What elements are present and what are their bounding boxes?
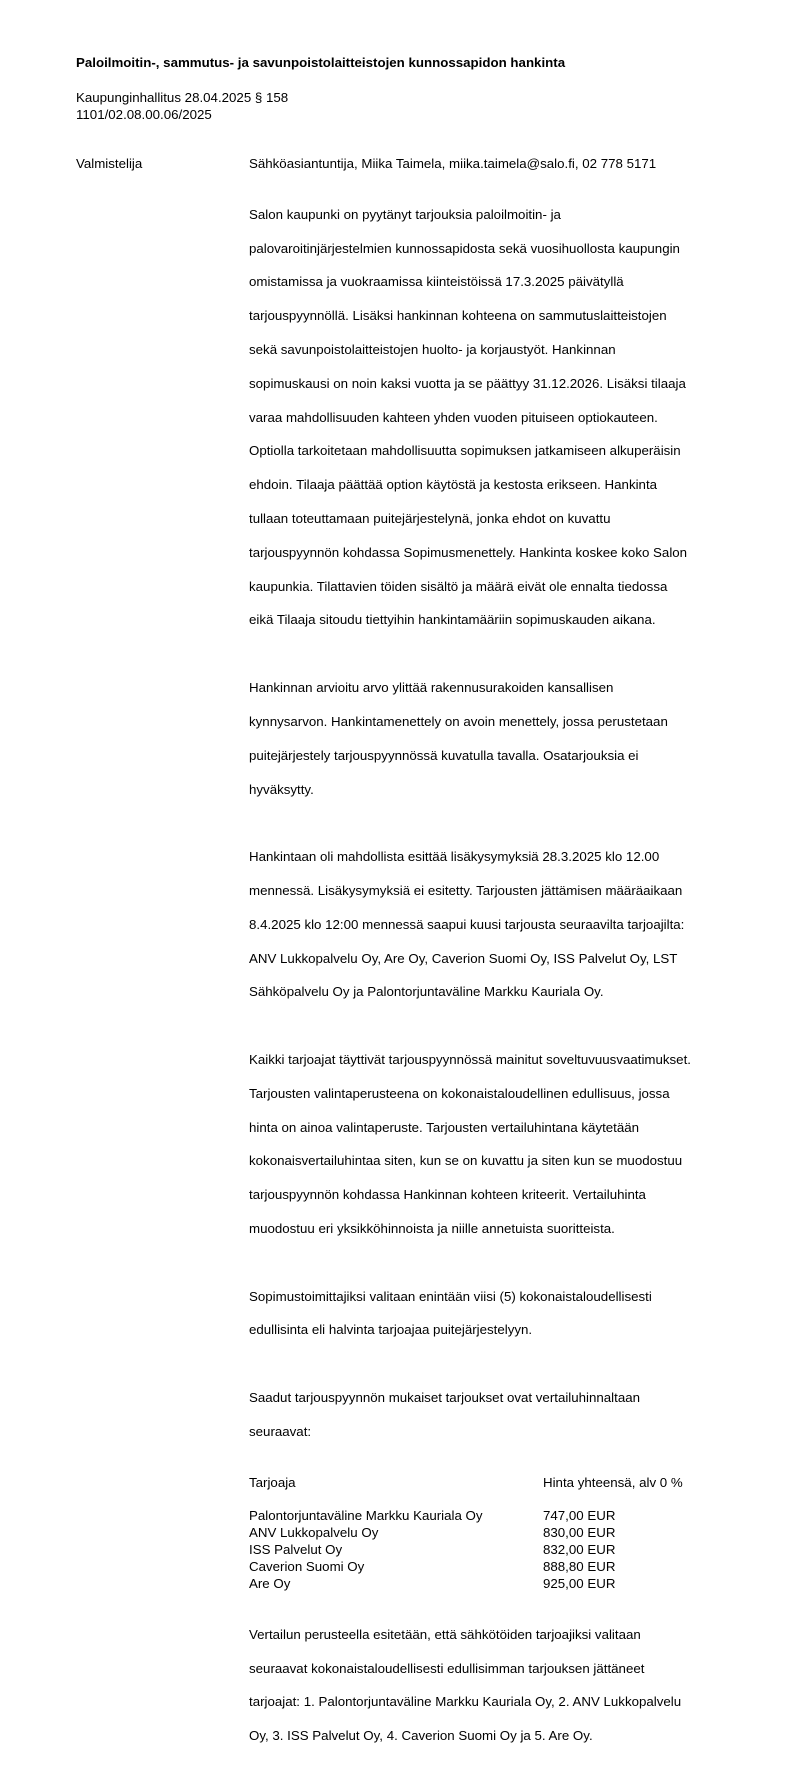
header-bidder: Tarjoaja [249, 1474, 296, 1490]
paragraph-1 [249, 190, 744, 646]
table-row [249, 1576, 683, 1593]
text-line: tarjouspyynnön kohdassa Sopimusmenettely. Hankinta koskee koko Salon [249, 544, 688, 560]
preparer-label: Valmistelija [76, 156, 143, 171]
text-line: mennessä. Lisäkysymyksiä ei esitetty. Tarjousten jättämisen määräaikaan [249, 882, 683, 898]
text-line: ANV Lukkopalvelu Oy, Are Oy, Caverion Suomi Oy, ISS Palvelut Oy, LST [249, 950, 678, 966]
text-line: seuraavat kokonaistaloudellisesti edullisimman tarjouksen jättäneet [249, 1660, 645, 1676]
text-line: omistamissa ja vuokraamissa kiinteistöissä 17.3.2025 päivätyllä [249, 274, 624, 290]
text-line: 8.4.2025 klo 12:00 mennessä saapui kuusi tarjousta seuraavilta tarjoajilta: [249, 916, 685, 932]
text-line: Sopimustoimittajiksi valitaan enintään viisi (5) kokonaistaloudellisesti [249, 1288, 652, 1304]
table-row [249, 1525, 683, 1542]
paragraph-2 [249, 663, 744, 815]
bid-price: 888,80 EUR [543, 1559, 616, 1575]
header-price: Hinta yhteensä, alv 0 % [543, 1474, 683, 1490]
text-line: Saadut tarjouspyynnön mukaiset tarjoukset ovat vertailuhinnaltaan [249, 1390, 641, 1406]
text-line: varaa mahdollisuuden kahteen yhden vuoden pituiseen optiokauteen. [249, 409, 658, 425]
paragraph-6 [249, 1373, 744, 1458]
paragraph-3 [249, 832, 744, 1018]
text-line: kaupunkia. Tilattavien töiden sisältö ja määrä eivät ole ennalta tiedossa [249, 578, 668, 594]
text-line: kokonaisvertailuhintaa siten, kun se on kuvattu ja siten kun se muodostuu [249, 1153, 683, 1169]
bid-price: 830,00 EUR [543, 1525, 616, 1541]
table-header-row [249, 1475, 683, 1492]
text-line: Hankintaan oli mahdollista esittää lisäkysymyksiä 28.3.2025 klo 12.00 [249, 849, 660, 865]
text-line: Salon kaupunki on pyytänyt tarjouksia paloilmoitin- ja [249, 206, 561, 222]
text-line: Vertailun perusteella esitetään, että sähkötöiden tarjoajiksi valitaan [249, 1626, 641, 1642]
text-line: Oy, 3. ISS Palvelut Oy, 4. Caverion Suomi Oy ja 5. Are Oy. [249, 1728, 593, 1744]
text-line: tarjoajat: 1. Palontorjuntaväline Markku Kauriala Oy, 2. ANV Lukkopalvelu [249, 1694, 682, 1710]
table-row [249, 1559, 683, 1576]
paragraph-4 [249, 1035, 744, 1255]
text-line: palovaroitinjärjestelmien kunnossapidosta sekä vuosihuollosta kaupungin [249, 240, 680, 256]
bidder-name: Are Oy [249, 1576, 291, 1591]
bidder-name: ANV Lukkopalvelu Oy [249, 1525, 379, 1541]
text-line: Kaikki tarjoajat täyttivät tarjouspyynnössä mainitut soveltuvuusvaatimukset. [249, 1051, 691, 1067]
bidder-name: Palontorjuntaväline Markku Kauriala Oy [249, 1508, 483, 1524]
text-line: sekä savunpoistolaitteistojen huolto- ja korjaustyöt. Hankinnan [249, 341, 616, 357]
text-line: seuraavat: [249, 1423, 312, 1439]
text-line: edullisinta eli halvinta tarjoajaa puitejärjestelyyn. [249, 1322, 533, 1338]
text-line: eikä Tilaaja sitoudu tiettyihin hankintamääriin sopimuskauden aikana. [249, 612, 656, 628]
meeting-reference: Kaupunginhallitus 28.04.2025 § 158 [76, 90, 289, 105]
text-line: ehdoin. Tilaaja päättää option käytöstä ja kestosta erikseen. Hankinta [249, 477, 658, 493]
table-row [249, 1508, 683, 1525]
text-line: Optiolla tarkoitetaan mahdollisuutta sopimuksen jatkamiseen alkuperäisin [249, 443, 681, 459]
meeting-meta [76, 90, 288, 124]
bidder-name: ISS Palvelut Oy [249, 1542, 343, 1558]
bid-price: 925,00 EUR [543, 1576, 616, 1591]
text-line: tarjouspyynnön kohdassa Hankinnan kohteen kriteerit. Vertailuhinta [249, 1187, 646, 1203]
preparer-info: Sähköasiantuntija, Miika Taimela, miika.taimela@salo.fi, 02 778 5171 [249, 156, 657, 171]
bids-table [249, 1475, 683, 1593]
text-line: hyväksytty. [249, 781, 314, 797]
record-id: 1101/02.08.00.06/2025 [76, 106, 212, 122]
paragraph-5 [249, 1272, 744, 1357]
bid-price: 747,00 EUR [543, 1508, 616, 1524]
bid-price: 832,00 EUR [543, 1542, 616, 1558]
document-body [249, 156, 744, 1779]
text-line: Hankinnan arvioitu arvo ylittää rakennusurakoiden kansallisen [249, 680, 614, 696]
text-line: kynnysarvon. Hankintamenettely on avoin menettely, jossa perustetaan [249, 713, 668, 729]
text-line: muodostuu eri yksikköhinnoista ja niille annetuista suoritteista. [249, 1221, 615, 1237]
text-line: sopimuskausi on noin kaksi vuotta ja se päättyy 31.12.2026. Lisäksi tilaaja [249, 375, 686, 391]
bidder-name: Caverion Suomi Oy [249, 1559, 365, 1575]
text-line: hinta on ainoa valintaperuste. Tarjousten vertailuhintana käytetään [249, 1119, 640, 1135]
document-title: Paloilmoitin-, sammutus- ja savunpoistolaitteistojen kunnossapidon hankinta [76, 55, 566, 70]
text-line: Sähköpalvelu Oy ja Palontorjuntaväline Markku Kauriala Oy. [249, 984, 604, 1000]
text-line: tarjouspyynnöllä. Lisäksi hankinnan kohteena on sammutuslaitteistojen [249, 308, 667, 324]
text-line: puitejärjestely tarjouspyynnössä kuvatulla tavalla. Osatarjouksia ei [249, 747, 639, 763]
table-row [249, 1542, 683, 1559]
conclusion-paragraph [249, 1610, 744, 1762]
text-line: tullaan toteuttamaan puitejärjestelynä, jonka ehdot on kuvattu [249, 511, 611, 527]
text-line: Tarjousten valintaperusteena on kokonaistaloudellinen edullisuus, jossa [249, 1085, 670, 1101]
